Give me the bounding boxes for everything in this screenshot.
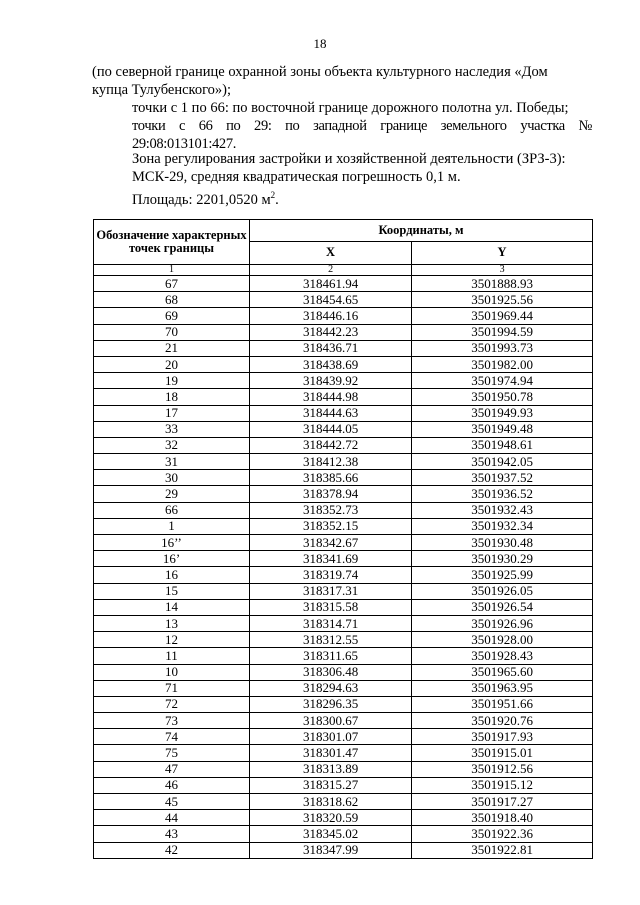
table-row [94, 632, 593, 648]
x-coordinate-cell: 318352.73 [250, 502, 412, 518]
point-id-cell: 17 [94, 405, 250, 421]
x-coordinate-cell: 318378.94 [250, 486, 412, 502]
y-coordinate-cell: 3501917.27 [412, 794, 593, 810]
point-id-cell: 10 [94, 664, 250, 680]
point-id-cell: 69 [94, 308, 250, 324]
x-coordinate-cell: 318296.35 [250, 696, 412, 712]
y-coordinate-cell: 3501936.52 [412, 486, 593, 502]
table-row [94, 292, 593, 308]
point-id-cell: 70 [94, 324, 250, 340]
point-id-cell: 73 [94, 713, 250, 729]
x-coordinate-cell: 318319.74 [250, 567, 412, 583]
point-id-cell: 16’ [94, 551, 250, 567]
x-coordinate-cell: 318385.66 [250, 470, 412, 486]
y-coordinate-cell: 3501922.81 [412, 842, 593, 858]
x-coordinate-cell: 318306.48 [250, 664, 412, 680]
point-id-cell: 47 [94, 761, 250, 777]
x-coordinate-cell: 318315.58 [250, 599, 412, 615]
coordinates-table [93, 219, 593, 859]
y-coordinate-cell: 3501925.56 [412, 292, 593, 308]
y-coordinate-cell: 3501965.60 [412, 664, 593, 680]
table-row [94, 340, 593, 356]
point-id-cell: 67 [94, 276, 250, 292]
table-row [94, 794, 593, 810]
table-row [94, 599, 593, 615]
y-coordinate-cell: 3501922.36 [412, 826, 593, 842]
y-coordinate-cell: 3501969.44 [412, 308, 593, 324]
x-coordinate-cell: 318442.23 [250, 324, 412, 340]
point-id-cell: 13 [94, 615, 250, 631]
x-coordinate-cell: 318412.38 [250, 454, 412, 470]
page-number: 18 [313, 36, 327, 51]
table-row [94, 502, 593, 518]
boundary-description [92, 63, 592, 153]
table-row [94, 373, 593, 389]
point-id-cell: 12 [94, 632, 250, 648]
table-row [94, 437, 593, 453]
point-id-cell: 46 [94, 777, 250, 793]
y-coordinate-cell: 3501951.66 [412, 696, 593, 712]
x-coordinate-cell: 318301.47 [250, 745, 412, 761]
table-row [94, 729, 593, 745]
x-coordinate-cell: 318436.71 [250, 340, 412, 356]
point-id-cell: 43 [94, 826, 250, 842]
point-id-cell: 42 [94, 842, 250, 858]
table-row [94, 356, 593, 372]
point-id-cell: 20 [94, 356, 250, 372]
y-coordinate-cell: 3501925.99 [412, 567, 593, 583]
table-row [94, 470, 593, 486]
point-id-cell: 74 [94, 729, 250, 745]
table-row [94, 615, 593, 631]
x-coordinate-cell: 318312.55 [250, 632, 412, 648]
y-coordinate-cell: 3501942.05 [412, 454, 593, 470]
table-row [94, 842, 593, 858]
y-coordinate-cell: 3501949.48 [412, 421, 593, 437]
y-coordinate-cell: 3501912.56 [412, 761, 593, 777]
header-designation: Обозначение характерных точек границы [94, 220, 250, 265]
y-coordinate-cell: 3501949.93 [412, 405, 593, 421]
x-coordinate-cell: 318444.05 [250, 421, 412, 437]
x-coordinate-cell: 318311.65 [250, 648, 412, 664]
x-coordinate-cell: 318438.69 [250, 356, 412, 372]
paragraph-line-3: точки с 1 по 66: по восточной границе дорожного полотна ул. Победы; [132, 100, 569, 116]
zone-area [132, 186, 566, 209]
column-number-2: 2 [250, 265, 412, 276]
table-row [94, 664, 593, 680]
y-coordinate-cell: 3501982.00 [412, 356, 593, 372]
table-row [94, 567, 593, 583]
y-coordinate-cell: 3501993.73 [412, 340, 593, 356]
paragraph-line-2: купца Тулубенского»); [92, 82, 232, 98]
x-coordinate-cell: 318341.69 [250, 551, 412, 567]
point-id-cell: 1 [94, 518, 250, 534]
x-coordinate-cell: 318294.63 [250, 680, 412, 696]
x-coordinate-cell: 318318.62 [250, 794, 412, 810]
table-row [94, 583, 593, 599]
zone-area-end: . [275, 191, 279, 208]
zone-area-sup: 2 [270, 190, 276, 200]
table-row [94, 454, 593, 470]
x-coordinate-cell: 318347.99 [250, 842, 412, 858]
x-coordinate-cell: 318315.27 [250, 777, 412, 793]
table-row [94, 486, 593, 502]
x-coordinate-cell: 318444.98 [250, 389, 412, 405]
y-coordinate-cell: 3501932.43 [412, 502, 593, 518]
table-row [94, 777, 593, 793]
x-coordinate-cell: 318442.72 [250, 437, 412, 453]
point-id-cell: 31 [94, 454, 250, 470]
table-row [94, 826, 593, 842]
y-coordinate-cell: 3501932.34 [412, 518, 593, 534]
point-id-cell: 33 [94, 421, 250, 437]
point-id-cell: 66 [94, 502, 250, 518]
point-id-cell: 14 [94, 599, 250, 615]
point-id-cell: 19 [94, 373, 250, 389]
table-row [94, 324, 593, 340]
x-coordinate-cell: 318313.89 [250, 761, 412, 777]
table-body [94, 276, 593, 859]
y-coordinate-cell: 3501937.52 [412, 470, 593, 486]
y-coordinate-cell: 3501963.95 [412, 680, 593, 696]
point-id-cell: 11 [94, 648, 250, 664]
paragraph-line-4: точки с 66 по 29: по западной границе земельного участка № 29:08:013101:427. [132, 118, 592, 152]
point-id-cell: 72 [94, 696, 250, 712]
point-id-cell: 16’’ [94, 535, 250, 551]
x-coordinate-cell: 318300.67 [250, 713, 412, 729]
y-coordinate-cell: 3501926.54 [412, 599, 593, 615]
point-id-cell: 32 [94, 437, 250, 453]
table-row [94, 745, 593, 761]
point-id-cell: 18 [94, 389, 250, 405]
table-row [94, 535, 593, 551]
y-coordinate-cell: 3501928.43 [412, 648, 593, 664]
point-id-cell: 75 [94, 745, 250, 761]
point-id-cell: 15 [94, 583, 250, 599]
y-coordinate-cell: 3501915.12 [412, 777, 593, 793]
y-coordinate-cell: 3501928.00 [412, 632, 593, 648]
y-coordinate-cell: 3501915.01 [412, 745, 593, 761]
y-coordinate-cell: 3501926.96 [412, 615, 593, 631]
point-id-cell: 71 [94, 680, 250, 696]
point-id-cell: 44 [94, 810, 250, 826]
x-coordinate-cell: 318301.07 [250, 729, 412, 745]
x-coordinate-cell: 318317.31 [250, 583, 412, 599]
table-row [94, 421, 593, 437]
table-row [94, 761, 593, 777]
y-coordinate-cell: 3501920.76 [412, 713, 593, 729]
table-row [94, 648, 593, 664]
table-row [94, 713, 593, 729]
y-coordinate-cell: 3501974.94 [412, 373, 593, 389]
zone-title: Зона регулирования застройки и хозяйственной деятельности (ЗРЗ-3): [132, 151, 566, 167]
paragraph-line-1: (по северной границе охранной зоны объекта культурного наследия «Дом [92, 64, 548, 80]
zone-info [132, 150, 566, 209]
zone-msk: МСК-29, средняя квадратическая погрешность 0,1 м. [132, 169, 461, 185]
x-coordinate-cell: 318345.02 [250, 826, 412, 842]
x-coordinate-cell: 318446.16 [250, 308, 412, 324]
y-coordinate-cell: 3501926.05 [412, 583, 593, 599]
table-row [94, 308, 593, 324]
y-coordinate-cell: 3501888.93 [412, 276, 593, 292]
column-number-3: 3 [412, 265, 593, 276]
y-coordinate-cell: 3501917.93 [412, 729, 593, 745]
x-coordinate-cell: 318314.71 [250, 615, 412, 631]
point-id-cell: 45 [94, 794, 250, 810]
point-id-cell: 68 [94, 292, 250, 308]
column-number-row [94, 265, 593, 276]
table-row [94, 696, 593, 712]
x-coordinate-cell: 318352.15 [250, 518, 412, 534]
zone-area-label: Площадь: 2201,0520 м [132, 191, 271, 208]
y-coordinate-cell: 3501930.29 [412, 551, 593, 567]
y-coordinate-cell: 3501994.59 [412, 324, 593, 340]
point-id-cell: 21 [94, 340, 250, 356]
y-coordinate-cell: 3501948.61 [412, 437, 593, 453]
y-coordinate-cell: 3501918.40 [412, 810, 593, 826]
table-row [94, 276, 593, 292]
header-coordinates: Координаты, м [250, 220, 593, 242]
point-id-cell: 29 [94, 486, 250, 502]
y-coordinate-cell: 3501930.48 [412, 535, 593, 551]
x-coordinate-cell: 318320.59 [250, 810, 412, 826]
x-coordinate-cell: 318439.92 [250, 373, 412, 389]
column-number-1: 1 [94, 265, 250, 276]
table-row [94, 551, 593, 567]
point-id-cell: 16 [94, 567, 250, 583]
header-y: Y [412, 241, 593, 264]
x-coordinate-cell: 318444.63 [250, 405, 412, 421]
x-coordinate-cell: 318454.65 [250, 292, 412, 308]
table-row [94, 518, 593, 534]
header-x: X [250, 241, 412, 264]
x-coordinate-cell: 318461.94 [250, 276, 412, 292]
table-row [94, 680, 593, 696]
table-row [94, 389, 593, 405]
x-coordinate-cell: 318342.67 [250, 535, 412, 551]
table-row [94, 810, 593, 826]
y-coordinate-cell: 3501950.78 [412, 389, 593, 405]
point-id-cell: 30 [94, 470, 250, 486]
table-row [94, 405, 593, 421]
